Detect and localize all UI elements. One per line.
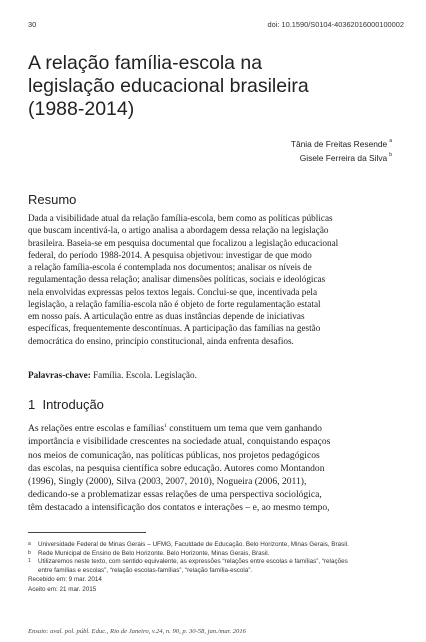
author: [291, 150, 392, 164]
title-line: A relação família-escola na: [28, 52, 263, 74]
intro-line: (1996), Singly (2000), Silva (2003, 2007, 2010), Nogueira (2006, 2011),: [28, 476, 307, 487]
footnote-ref[interactable]: 1: [164, 423, 167, 429]
abstract-line: Dada a visibilidade atual da relação família-escola, bem como as políticas públicas: [28, 213, 333, 223]
abstract-line: legislação, a relação família-escola não é objeto de forte regulamentação estatal: [28, 298, 321, 309]
intro-line: nos meios de comunicação, nas políticas públicas, nos projetos pedagógicos: [28, 449, 320, 461]
title-line: legislação educacional brasileira: [28, 75, 309, 97]
author: [291, 136, 392, 150]
author-name: Tânia de Freitas Resende: [290, 138, 388, 149]
footnote-text: entre famílias e escolas”, “relação escolas-famílias”, “relação família-escola”.: [38, 566, 253, 574]
section-heading-introduction: [28, 397, 104, 412]
abstract-line: democrática do ensino, princípio constitucional, ainda enfrenta desafios.: [28, 335, 294, 346]
doi-link[interactable]: doi: 10.1590/S0104-40362016000100002: [267, 20, 404, 29]
footnote: [28, 550, 398, 559]
abstract-line: a relação família-escola é contemplada nos documentos; analisar os níveis de: [28, 262, 312, 272]
intro-line: das escolas, na pesquisa científica sobre educação. Autores como Montandon: [28, 462, 325, 474]
section-number: 1: [28, 397, 36, 412]
intro-line: [28, 420, 388, 435]
abstract-line: federal, do período 1988-2014. A pesquisa objetivou: investigar de que modo: [28, 249, 312, 260]
affiliation-mark: a: [389, 138, 392, 144]
article-title: [28, 52, 408, 121]
affiliation-mark: b: [389, 151, 392, 158]
abstract-line: nela envolvidas expressas pelos textos legais. Conclui-se que, incentivada pela: [28, 286, 318, 297]
footnote-mark: a: [28, 541, 31, 547]
abstract-line: em nosso país. A articulação entre as duas instâncias depende de iniciativas: [28, 311, 305, 321]
footnote-text: Rede Municipal de Ensino de Belo Horizonte. Belo Horizonte, Minas Gerais, Brasil.: [38, 549, 270, 557]
intro-text-segment: As relações entre escolas e famílias: [28, 423, 165, 435]
footnote: [28, 558, 398, 575]
intro-line: dedicando-se a problematizar essas relações de uma perspectiva sociológica,: [28, 489, 322, 501]
title-line: (1988-2014): [28, 98, 135, 120]
abstract-heading: Resumo: [28, 192, 77, 207]
intro-line: importância e visibilidade crescentes na sociedade atual, conquistando espaços: [28, 436, 331, 448]
footnote-mark: b: [28, 549, 31, 556]
abstract-text: [28, 212, 386, 347]
footnote-divider: [28, 532, 146, 533]
keywords-values: Família. Escola. Legislação.: [93, 370, 197, 380]
keywords: [28, 370, 386, 380]
intro-line: têm destacado a intensificação dos contatos e interações – e, ao mesmo tempo,: [28, 502, 330, 514]
author-name: Gisele Ferreira da Silva: [299, 152, 388, 163]
footnote-text: Universidade Federal de Minas Gerais – UFMG, Faculdade de Educação. Belo Horizonte, Minas Gerais, Brasil.: [38, 541, 349, 548]
abstract-line: que buscam incentivá-la, o artigo analisa a abordagem dessa relação na legislação: [28, 225, 329, 236]
accepted-date: Aceito em: 21 mar. 2015: [28, 585, 97, 593]
abstract-line: brasileira. Baseia-se em pesquisa documental que focalizou a legislação educacional: [28, 237, 339, 248]
footnote: [28, 541, 398, 550]
abstract-line: regulamentação dessa relação; analisar dimensões políticas, sociais e ideológicas: [28, 274, 326, 285]
introduction-text: [28, 420, 388, 515]
journal-citation-footer: Ensaio: aval. pol. públ. Educ., Rio de Janeiro, v.24, n. 90, p. 30-58, jan./mar. 2016: [28, 628, 246, 635]
footnote-mark: 1: [28, 558, 31, 565]
keywords-label: Palavras-chave:: [28, 370, 91, 380]
intro-text-segment: constituem um tema que vem ganhando: [166, 423, 322, 435]
abstract-line: específicas, frequentemente descontínuas. A participação das famílias na gestão: [28, 323, 321, 334]
footnote-text: Utilizaremos neste texto, com sentido equivalente, as expressões “relações entre escolas e famílias”, “relações: [38, 558, 348, 566]
author-list: [291, 136, 392, 164]
footnotes: [28, 541, 398, 595]
received-date: Recebido em: 9 mar. 2014: [28, 576, 102, 584]
page-number: 30: [28, 20, 37, 29]
section-title: Introdução: [42, 397, 104, 412]
